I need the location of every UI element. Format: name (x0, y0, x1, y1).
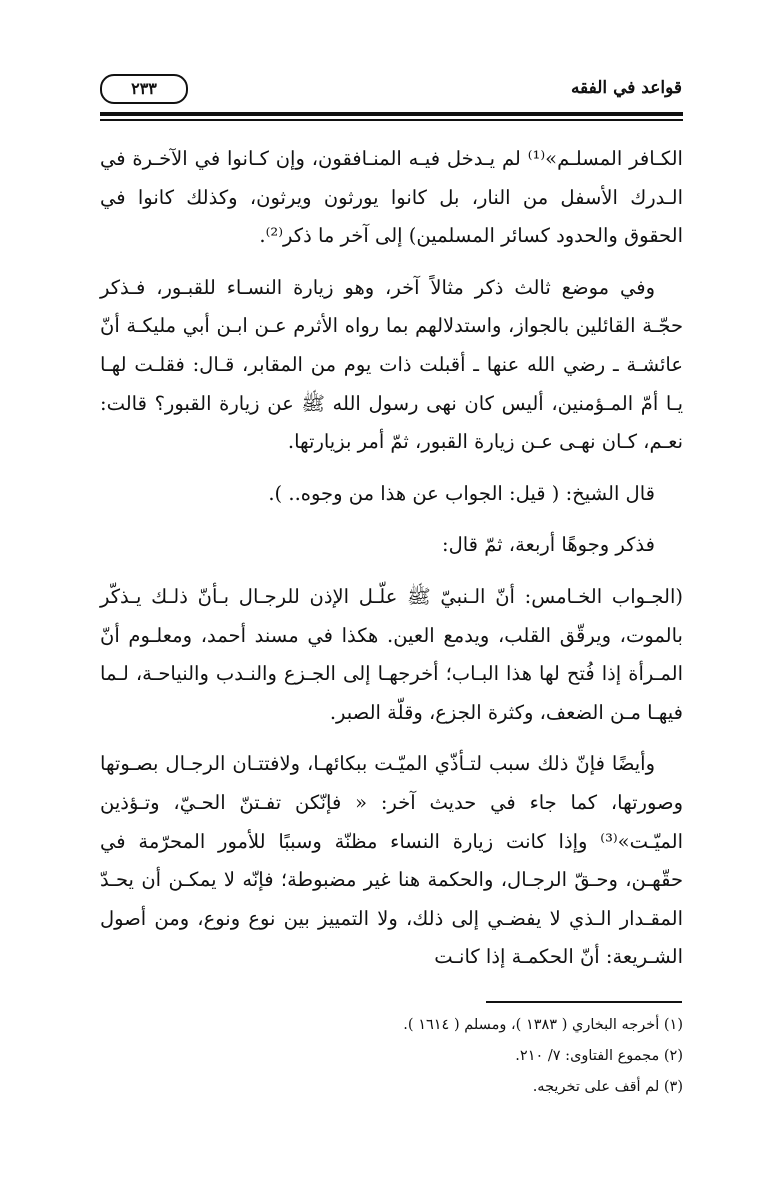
paragraph: وفي موضع ثالث ذكر مثالاً آخر، وهو زيارة النسـاء للقبـور، فـذكر حجّـة القائلين بالجواز، واستدلالهم بما رواه الأثرم عـن ابـن أبي مليكـة أنّ عائشـة ـ رضي الله عنها ـ أقبلت ذات يوم من المقابر، قـال: فقلـت لهـا يـا أمّ المـؤمنين، أليس كان نهى رسول الله ﷺ عن زيارة القبور؟ قالت: نعـم، كـان نهـى عـن زيارة القبور، ثمّ أمر بزيارتها. (100, 275, 683, 454)
body-text (100, 140, 683, 990)
header-rule-thin (100, 119, 683, 121)
running-title: قواعد في الفقه (570, 78, 682, 98)
paragraph: قال الشيخ: ( قيل: الجواب عن هذا من وجوه.. ). (268, 481, 655, 505)
footnote: (٢) مجموع الفتاوى: ٧/ ٢١٠. (515, 1048, 683, 1064)
footnote: (٣) لم أقف على تخريجه. (532, 1079, 683, 1095)
page-header (100, 70, 682, 110)
footnotes (100, 1010, 683, 1103)
footnote: (١) أخرجه البخاري ( ١٣٨٣ )، ومسلم ( ١٦١٤ ). (403, 1017, 683, 1033)
paragraph: وأيضًا فإنّ ذلك سبب لتـأذّي الميّـت ببكائهـا، ولافتتـان الرجـال بصـوتها وصورتها، كما جاء في حديث آخر: « فإنّكن تفـتنّ الحـيّ، وتـؤذين الميّـت»⁽³⁾ وإذا كانت زيارة النساء مظنّة وسببًا للأمور المحرّمة في حقّهـن، وحـقّ الرجـال، والحكمة هنا غير مضبوطة؛ فإنّه لا يمكـن أن يحـدّ المقـدار الـذي لا يفضـي إلى ذلك، ولا التمييز بين نوع ونوع، ومن أصول الشـريعة: أنّ الحكمـة إذا كانـت (100, 752, 683, 969)
paragraph: (الجـواب الخـامس: أنّ الـنبيّ ﷺ علّـل الإذن للرجـال بـأنّ ذلـك يـذكّر بالموت، ويرقّق القلب، ويدمع العين. هكذا في مسند أحمد، ومعلـوم أنّ المـرأة إذا فُتح لها هذا البـاب؛ أخرجهـا إلى الجـزع والنـدب والنياحـة، لـما فيهـا مـن الضعف، وكثرة الجزع، وقلّة الصبر. (100, 584, 683, 724)
header-rule-thick (100, 112, 683, 116)
paragraph: الكـافر المسلـم»⁽¹⁾ لم يـدخل فيـه المنـافقون، وإن كـانوا في الآخـرة في الـدرك الأسفل من النار، بل كانوا يورثون ويرثون، وكذلك كانوا في الحقوق والحدود كسائر المسلمين) إلى آخر ما ذكر⁽²⁾. (100, 147, 683, 248)
paragraph: فذكر وجوهًا أربعة، ثمّ قال: (442, 533, 655, 557)
page-number: ٢٣٣ (100, 74, 188, 104)
footnote-separator (486, 1001, 682, 1003)
